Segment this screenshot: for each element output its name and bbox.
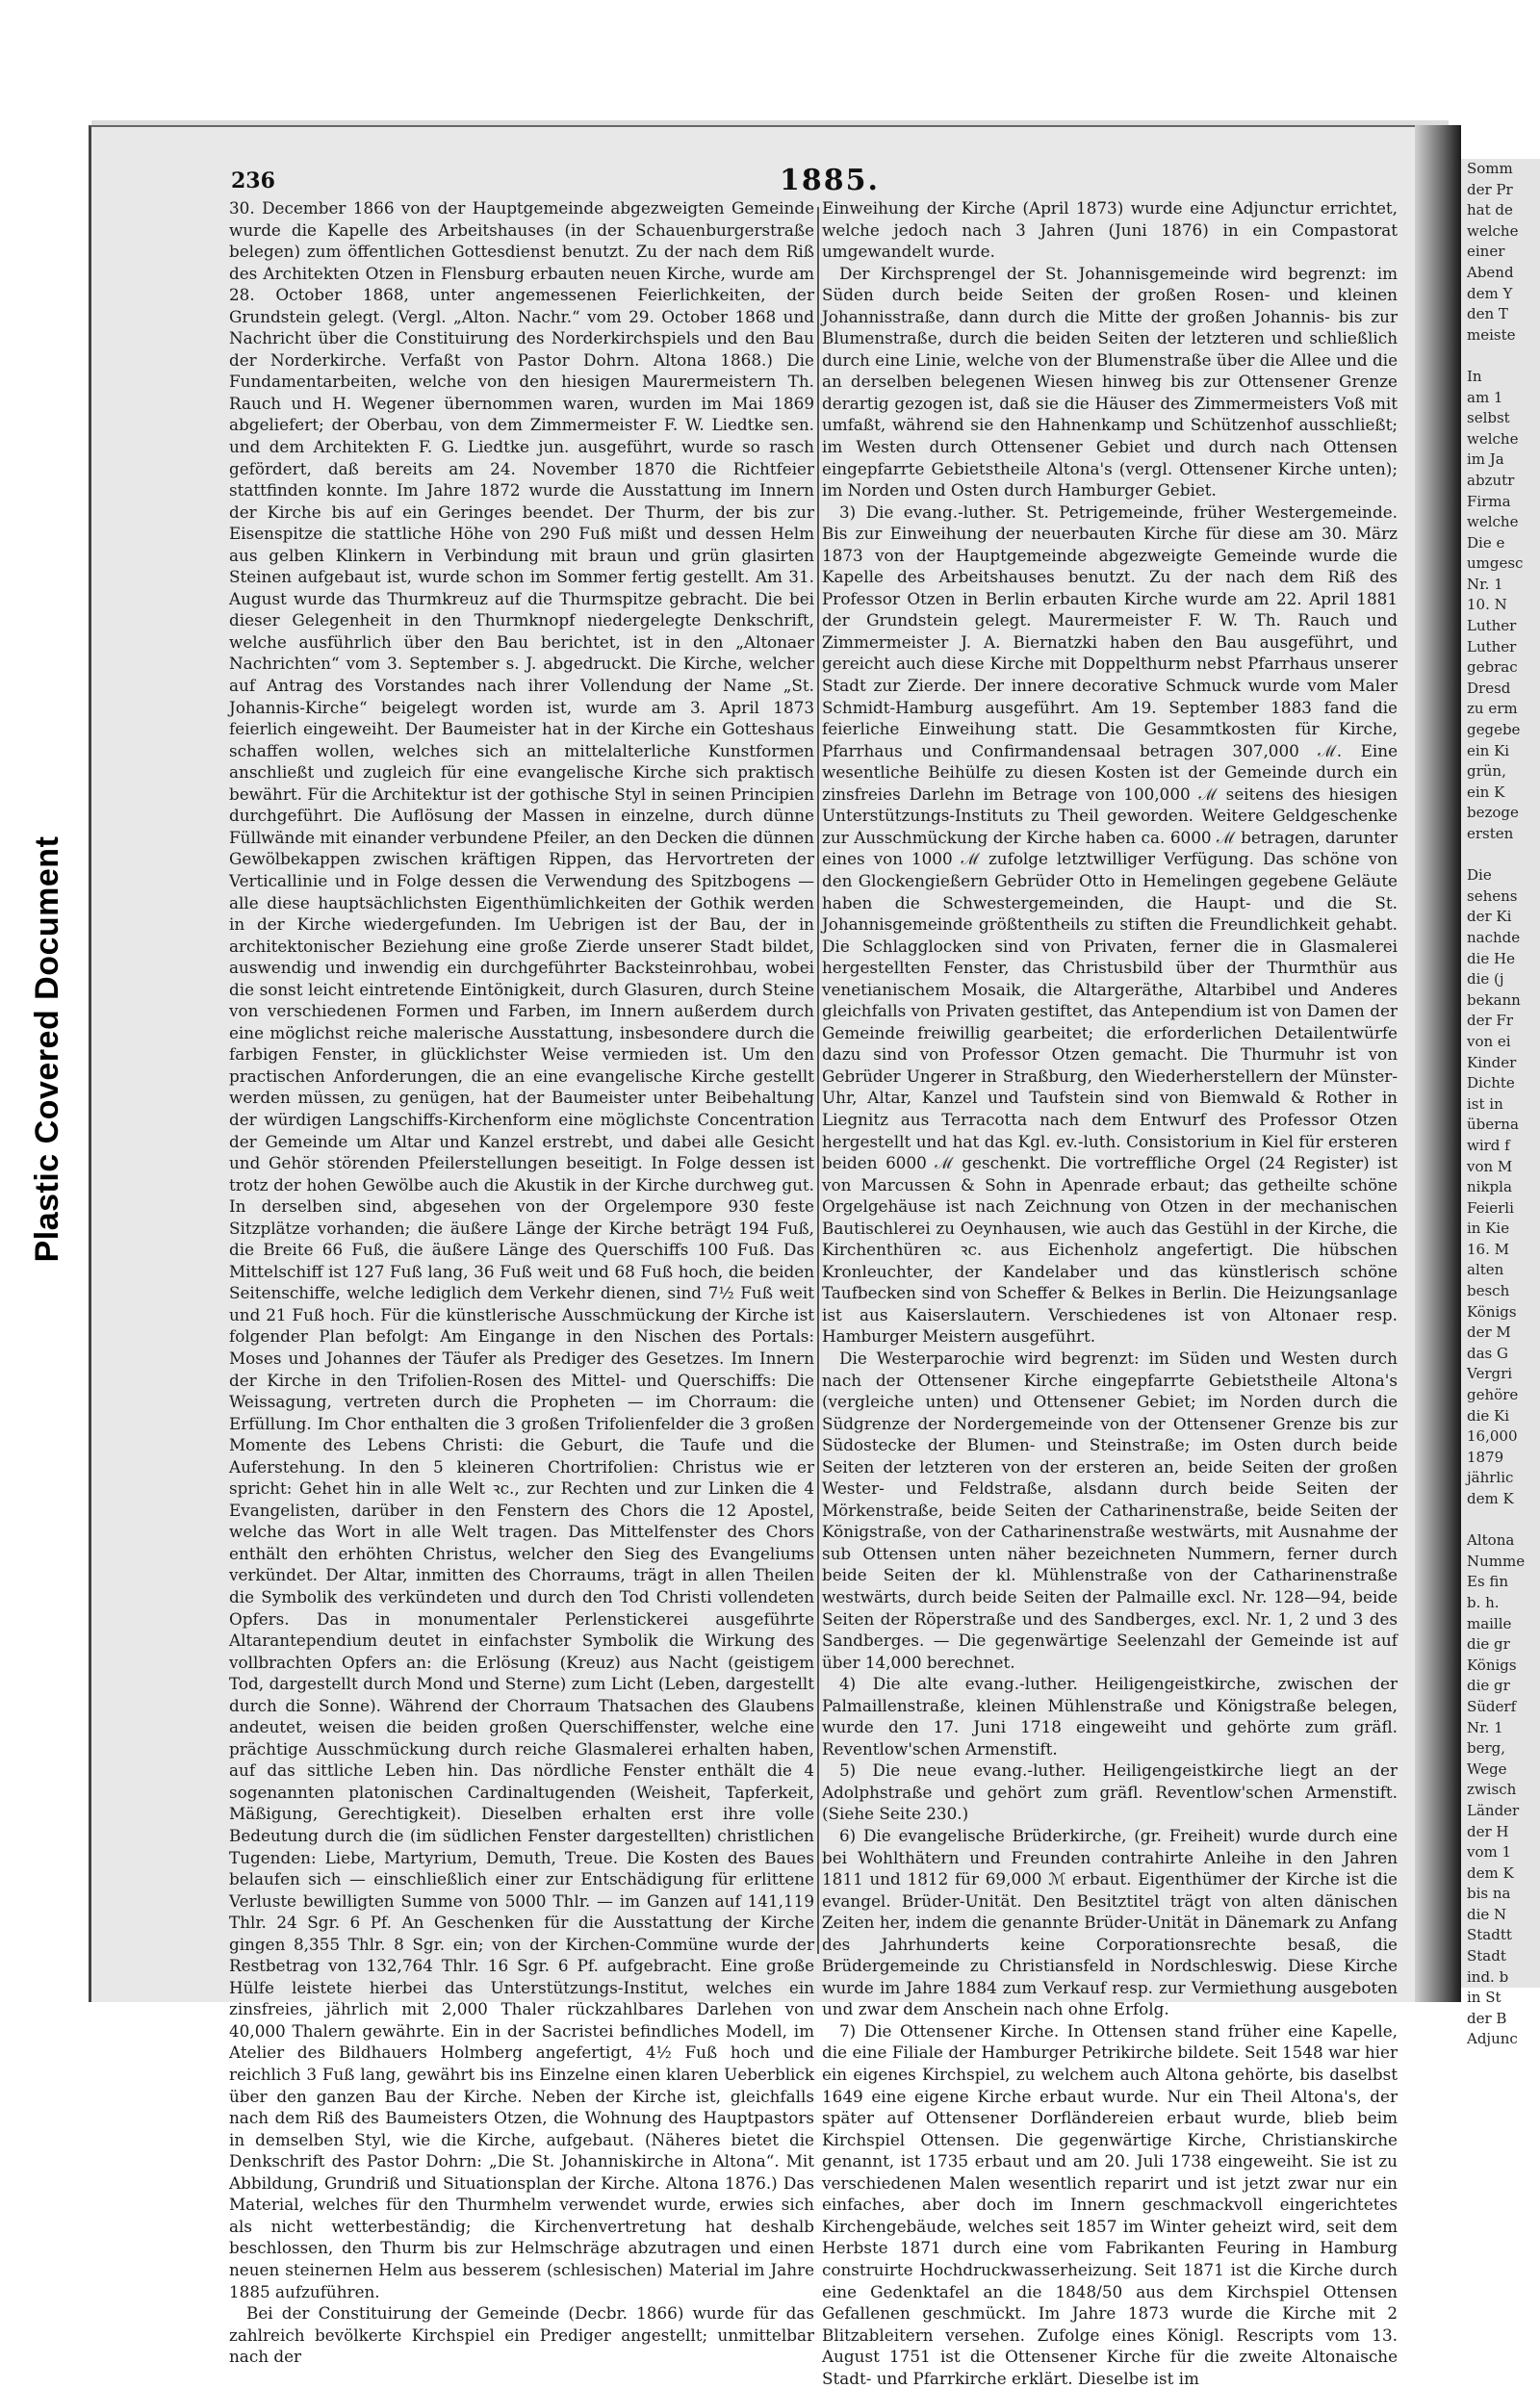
next-page-line: alten xyxy=(1467,1261,1504,1279)
next-page-line: vom 1 xyxy=(1467,1843,1512,1862)
next-page-line: den T xyxy=(1467,305,1508,323)
next-page-line xyxy=(1461,1510,1540,1531)
next-page-line: Luther xyxy=(1467,617,1517,635)
next-page-line: Süderf xyxy=(1467,1697,1517,1715)
next-page-line: welche xyxy=(1467,513,1519,531)
next-page-line: selbst xyxy=(1467,409,1510,427)
next-page-line: Feierli xyxy=(1467,1198,1514,1217)
next-page-line: Länder xyxy=(1467,1801,1520,1819)
next-page-line: meiste xyxy=(1467,325,1516,344)
next-page-line: zu erm xyxy=(1467,700,1518,718)
next-page-line: überna xyxy=(1467,1116,1519,1134)
next-page-line: Es fin xyxy=(1467,1573,1509,1591)
next-page-line: Königs xyxy=(1467,1302,1517,1321)
next-page-line: einer xyxy=(1467,243,1505,261)
next-page-line: die gr xyxy=(1467,1677,1510,1695)
paragraph: Einweihung der Kirche (April 1873) wurde eine Adjunctur errichtet, welche jedoch nach 3 Jahren (Juni 1876) in ein Compastorat umgewandelt wurde. xyxy=(822,198,1398,262)
paragraph: 5) Die neue evang.-luther. Heiligengeistkirche liegt an der Adolphstraße und gehört zum gräfl. Reventlow'schen Armenstift. (Siehe Seite 230.) xyxy=(822,1760,1398,1824)
next-page-line: welche xyxy=(1467,429,1519,448)
next-page-line: Die e xyxy=(1467,533,1505,552)
paragraph: 4) Die alte evang.-luther. Heiligengeistkirche, zwischen der Palmaillenstraße, kleinen Mühlenstraße und Königstraße belegen, wurde den 17. Juni 1718 eingeweiht und gehörte zum gräfl. Reventlow'schen Armenstift. xyxy=(822,1674,1398,1759)
next-page-line: ein Ki xyxy=(1467,741,1510,759)
next-page-line: Königs xyxy=(1467,1656,1517,1674)
next-page-line: Stadt xyxy=(1467,1947,1506,1965)
next-page-line: nikpla xyxy=(1467,1178,1512,1196)
next-page-line: Luther xyxy=(1467,637,1517,655)
next-page-line xyxy=(1461,346,1540,367)
next-page-line: 16. M xyxy=(1467,1240,1509,1258)
next-page-line: zwisch xyxy=(1467,1781,1517,1799)
next-page-line: sehens xyxy=(1467,886,1518,905)
next-page-line: die gr xyxy=(1467,1635,1510,1654)
next-page-line: die N xyxy=(1467,1905,1507,1923)
next-page-line: wird f xyxy=(1467,1136,1510,1154)
next-page-line: dem K xyxy=(1467,1863,1514,1882)
next-page-line: Vergri xyxy=(1467,1365,1513,1383)
paragraph: Die Westerparochie wird begrenzt: im Süden und Westen durch nach der Ottensener Kirche eingepfarrte Gebietstheile Altona's (vergleiche unten) und Ottensener Gebiet; im Norden durch die Südgrenze der Nordergemeinde von der Ottensener Grenze bis zur Südostecke der Blumen- und Steinstraße; im Osten durch beide Seiten der letzteren von der ersteren an, beide Seiten der großen Wester- und Feldstraße, alsdann durch beide Seiten der Mörkenstraße, beide Seiten der Catharinenstraße, beide Seiten der Königstraße, von der Catharinenstraße westwärts, mit Ausnahme der sub Ottensen unten näher bezeichneten Nummern, ferner durch beide Seiten der kl. Mühlenstraße von der Catharinenstraße westwärts, durch beide Seiten der Palmaille excl. Nr. 128—94, beide Seiten der Röperstraße und des Sandberges, excl. Nr. 1, 2 und 3 des Sandberges. — Die gegenwärtige Seelenzahl der Gemeinde ist auf über 14,000 berechnet. xyxy=(822,1348,1398,1672)
page-gutter-shadow xyxy=(1415,125,1461,2002)
column-divider xyxy=(817,207,819,1954)
next-page-line: der Pr xyxy=(1467,180,1513,198)
next-page-line: von ei xyxy=(1467,1032,1511,1050)
next-page-line: 16,000 xyxy=(1467,1427,1518,1446)
next-page-line: Adjunc xyxy=(1467,2030,1518,2048)
paragraph: Bei der Constituirung der Gemeinde (Decbr. 1866) wurde für das zahlreich bevölkerte Kirchspiel ein Prediger angestellt; unmittelbar nach der xyxy=(229,2303,814,2367)
next-page-line: Die xyxy=(1467,866,1492,885)
next-page-line: Dichte xyxy=(1467,1074,1515,1092)
next-page-line: ist in xyxy=(1467,1094,1503,1113)
next-page-line: nachde xyxy=(1467,928,1521,946)
next-page-line: gebrac xyxy=(1467,658,1518,677)
next-page-line: bezoge xyxy=(1467,804,1519,822)
next-page-line: abzutr xyxy=(1467,471,1515,489)
next-page-line: die (j xyxy=(1467,970,1504,989)
next-page-line: Dresd xyxy=(1467,679,1511,697)
next-page-line: der Ki xyxy=(1467,908,1512,926)
next-page-line: jährlic xyxy=(1467,1469,1514,1487)
next-page-line: von M xyxy=(1467,1157,1513,1175)
next-page-line: ersten xyxy=(1467,825,1514,842)
next-page-line: Somm xyxy=(1467,160,1513,177)
next-page-line: Wege xyxy=(1467,1760,1507,1778)
paragraph: Der Kirchsprengel der St. Johannisgemeinde wird begrenzt: im Süden durch beide Seiten der großen Rosen- und kleinen Johannisstraße, dann durch die Mitte der großen Johannis- bis zur Blumenstraße, durch die beiden Seiten der letzteren und schließlich durch eine Linie, welche von der Blumenstraße über die Allee und die an derselben belegenen Wiesen hinweg bis zur Ottensener Grenze derartig gezogen ist, daß sie die Häuser des Zimmermeisters Voß mit umfaßt, während sie den Hahnenkamp und Schützenhof ausschließt; im Westen durch Ottensener Gebiet und durch nach Ottensen eingepfarrte Gebietstheile Altona's (vergl. Ottensener Kirche unten); im Norden und Osten durch Hamburger Gebiet. xyxy=(822,263,1398,501)
next-page-line: ind. b xyxy=(1467,1967,1509,1986)
next-page-line: Firma xyxy=(1467,492,1511,510)
next-page-line: hat de xyxy=(1467,201,1513,219)
paragraph: 30. December 1866 von der Hauptgemeinde abgezweigten Gemeinde wurde die Kapelle des Arbeitshauses (in der Schauenburgerstraße belegen) zum öffentlichen Gottesdienst benutzt. Zu der nach dem Riß des Architekten Otzen in Flensburg erbauten neuen Kirche, wurde am 28. October 1868, unter angemessenen Feierlichkeiten, der Grundstein gelegt. (Vergl. „Alton. Nachr.“ vom 29. October 1868 und Nachricht über die Constituirung des Norderkirchspiels und den Bau der Norderkirche. Verfaßt von Pastor Dohrn. Altona 1868.) Die Fundamentarbeiten, welche von den hiesigen Maurermeistern Th. Rauch und H. Wegener übernommen waren, wurden im Mai 1869 abgeliefert; der Oberbau, von dem Zimmermeister F. W. Liedtke sen. und dem Architekten F. G. Liedtke jun. ausgeführt, wurde so rasch gefördert, daß bereits am 24. November 1870 die Richtfeier stattfinden konnte. Im Jahre 1872 wurde die Ausstattung im Innern der Kirche bis auf ein Geringes beendet. Der Thurm, der bis zur Eisenspitze die stattliche Höhe von 290 Fuß mißt und dessen Helm aus gelben Klinkern in Verbindung mit braun und grün glasirten Steinen aufgebaut ist, wurde schon im Sommer fertig gestellt. Am 31. August wurde das Thurmkreuz auf die Thurmspitze gebracht. Die bei dieser Gelegenheit in den Thurmknopf niedergelegte Denkschrift, welche ausführlich über den Bau berichtet, ist in den „Altonaer Nachrichten“ vom 3. September s. J. abgedruckt. Die Kirche, welcher auf Antrag des Vorstandes nach ihrer Vollendung der Name „St. Johannis-Kirche“ beigelegt worden ist, wurde am 3. April 1873 feierlich eingeweiht. Der Baumeister hat in der Kirche ein Gotteshaus schaffen wollen, welches sich an mittelalterliche Kunstformen anschließt und zugleich für eine evangelische Kirche sich praktisch bewährt. Für die Architektur ist der gothische Styl in seinen Principien durchgeführt. Die Auflösung der Massen in einzelne, durch dünne Füllwände mit einander verbundene Pfeiler, an den Decken die dünnen Gewölbekappen zwischen kräftigen Rippen, das Hervortreten der Verticallinie und in Folge dessen die Verwendung des Spitzbogens — alle diese hauptsächlichsten Eigenthümlichkeiten der Gothik werden in der Kirche wiedergefunden. Im Uebrigen ist der Bau, der in architektonischer Beziehung eine große Zierde unserer Stadt bildet, auswendig und inwendig ein durchgeführter Backsteinrohbau, wobei die sonst leicht eintretende Eintönigkeit, durch Glasuren, durch Steine von verschiedenen Formen und Farben, im Innern außerdem durch eine möglichst reiche malerische Ausstattung, insbesondere durch die farbigen Fenster, in glücklichster Weise vermieden ist. Um den practischen Anforderungen, die an eine evangelische Kirche gestellt werden müssen, zu genügen, hat der Baumeister unter Beibehaltung der würdigen Langschiffs-Kirchenform eine möglichste Concentration der Gemeinde um Altar und Kanzel erstrebt, und dabei alle Gesicht und Gehör störenden Pfeilerstellungen beseitigt. In Folge dessen ist trotz der hohen Gewölbe auch die Akustik in der Kirche durchweg gut. In derselben sind, abgesehen von der Orgelempore 930 feste Sitzplätze vorhanden; die äußere Länge der Kirche beträgt 194 Fuß, die Breite 66 Fuß, die äußere Länge des Querschiffs 100 Fuß. Das Mittelschiff ist 127 Fuß lang, 36 Fuß weit und 68 Fuß hoch, die beiden Seitenschiffe, welche lediglich dem Verkehr dienen, sind 7½ Fuß weit und 21 Fuß hoch. Für die künstlerische Ausschmückung der Kirche ist folgender Plan befolgt: Am Eingange in den Nischen des Portals: Moses und Johannes der Täufer als Prediger des Gesetzes. Im Innern der Kirche in den Trifolien-Rosen des Mittel- und Querschiffs: Die Weissagung, vertreten durch die Propheten — im Chorraum: die Erfüllung. Im Chor enthalten die 3 großen Trifolienfelder die 3 großen Momente des Lebens Christi: die Geburt, die Taufe und die Auferstehung. In den 5 kleineren Chortrifolien: Christus wie er spricht: Gehet hin in alle Welt ꝛc., zur Rechten und zur Linken die 4 Evangelisten, darüber in den Fenstern des Chors die 12 Apostel, welche das Wort in alle Welt tragen. Das Mittelfenster des Chors enthält den erhöhten Christus, welcher den Sieg des Evangeliums verkündet. Der Altar, inmitten des Chorraums, trägt in allen Theilen die Symbolik des verkündeten und durch den Tod Christi vollendeten Opfers. Das in monumentaler Perlenstickerei ausgeführte Altarantependium deutet in einfachster Symbolik die Wirkung des vollbrachten Opfers an: die Erlösung (Kreuz) aus Nacht (geistigem Tod, dargestellt durch Mond und Sterne) zum Licht (Leben, dargestellt durch die Sonne). Während der Chorraum Thatsachen des Glaubens andeutet, weisen die beiden großen Querschiffenster, welche eine prächtige Ausschmückung durch reiche Glasmalerei erhalten haben, auf das sittliche Leben hin. Das nördliche Fenster enthält die 4 sogenannten platonischen Cardinaltugenden (Weisheit, Tapferkeit, Mäßigung, Gerechtigkeit). Dieselben erhalten erst ihre volle Bedeutung durch die (im südlichen Fenster dargestellten) christlichen Tugenden: Liebe, Martyrium, Demuth, Treue. Die Kosten des Baues belaufen sich — einschließlich einer zur Entschädigung für erlittene Verluste bewilligten Summe von 5000 Thlr. — im Ganzen auf 141,119 Thlr. 24 Sgr. 6 Pf. An Geschenken für die Ausstattung der Kirche gingen 8,355 Thlr. 8 Sgr. ein; von der Kirchen-Commüne wurde der Restbetrag von 132,764 Thlr. 16 Sgr. 6 Pf. aufgebracht. Eine große Hülfe leistete hierbei das Unterstützungs-Institut, welches ein zinsfreies, jährlich mit 2,000 Thaler rückzahlbares Darlehen von 40,000 Thalern gewährte. Ein in der Sacristei befindliches Modell, im Atelier des Bildhauers Holmberg angefertigt, 4½ Fuß hoch und reichlich 3 Fuß lang, gewährt bis ins Einzelne einen klaren Ueberblick über den ganzen Bau der Kirche. Neben der Kirche ist, gleichfalls nach dem Riß des Baumeisters Otzen, die Wohnung des Hauptpastors in demselben Styl, wie die Kirche, aufgebaut. (Näheres bietet die Denkschrift des Pastor Dohrn: „Die St. Johanniskirche in Altona“. Mit Abbildung, Grundriß und Situationsplan der Kirche. Altona 1876.) Das Material, welches für den Thurmhelm verwendet wurde, erwies sich als nicht wetterbeständig; die Kirchenvertretung hat deshalb beschlossen, den Thurm bis zur Helmschräge abzutragen und einen neuen steinernen Helm aus besserem (schlesischen) Material im Jahre 1885 aufzuführen. xyxy=(229,198,814,2301)
next-page-line: gegebe xyxy=(1467,721,1521,739)
next-page-line: b. h. xyxy=(1467,1593,1500,1611)
next-page-line: Abend xyxy=(1467,263,1514,281)
overlay-label-text: Plastic Covered Document xyxy=(29,835,65,1263)
paragraph: 7) Die Ottensener Kirche. In Ottensen stand früher eine Kapelle, die eine Filiale der Hamburger Petrikirche bildete. Seit 1548 war hier ein eigenes Kirchspiel, zu welchem auch Altona gehörte, bis daselbst 1649 eine eigene Kirche erbaut wurde. Nur ein Theil Altona's, der später auf Ottensener Dorfländereien erbaut wurde, blieb beim Kirchspiel Ottensen. Die gegenwärtige Kirche, Christianskirche genannt, ist 1735 erbaut und am 20. Juli 1738 eingeweiht. Sie ist zu verschiedenen Malen wesentlich reparirt und ist jetzt zwar nur ein einfaches, aber doch im Innern geschmackvoll eingerichtetes Kirchengebäude, welches seit 1857 im Winter geheizt wird, seit dem Herbste 1871 durch eine vom Fabrikanten Feuring in Hamburg construirte Hochdruckwasserheizung. Seit 1871 ist die Kirche durch eine Gedenktafel an die 1848/50 aus dem Kirchspiel Ottensen Gefallenen geschmückt. Im Jahre 1873 wurde die Kirche mit 2 Blitzableitern versehen. Zufolge eines Königl. Rescripts vom 13. August 1751 ist die Ottensener Kirche für die zweite Altonaische Stadt- und Pfarrkirche erklärt. Dieselbe ist im xyxy=(822,2020,1398,2388)
next-page-line: berg, xyxy=(1467,1739,1506,1758)
next-page-line xyxy=(1461,845,1540,866)
next-page-line: in Kie xyxy=(1467,1220,1510,1238)
next-page-line: der B xyxy=(1467,2009,1507,2027)
next-page-line: Nr. 1 xyxy=(1467,1718,1503,1736)
text-column-left xyxy=(229,197,814,2367)
next-page-line: der Fr xyxy=(1467,1012,1513,1030)
next-page-line: bekann xyxy=(1467,990,1521,1009)
next-page-line: am 1 xyxy=(1467,388,1503,406)
next-page-line: Nr. 1 xyxy=(1467,575,1503,593)
next-page-line: dem Y xyxy=(1467,284,1513,302)
next-page-edge xyxy=(1461,159,1540,2048)
next-page-line: gehöre xyxy=(1467,1386,1519,1404)
next-page-line: in St xyxy=(1467,1989,1502,2007)
next-page-line: Stadtt xyxy=(1467,1926,1512,1944)
next-page-line: dem K xyxy=(1467,1490,1514,1507)
next-page-line: 10. N xyxy=(1467,596,1507,614)
next-page-line: grün, xyxy=(1467,762,1506,781)
next-page-line: umgesc xyxy=(1467,554,1524,573)
next-page-line: 1879 xyxy=(1467,1448,1504,1466)
next-page-line: das G xyxy=(1467,1344,1508,1362)
paragraph: 6) Die evangelische Brüderkirche, (gr. Freiheit) wurde durch eine bei Wohlthätern und Freunden contrahirte Anleihe in den Jahren 1811 und 1812 für 69,000 ℳ erbaut. Eigenthümer der Kirche ist die evangel. Brüder-Unität. Den Besitztitel trägt von alten dänischen Zeiten her, indem die genannte Brüder-Unität in Dänemark zu Anfang des Jahrhunderts keine Corporationsrechte besaß, die Brüdergemeinde zu Christiansfeld in Nordschleswig. Diese Kirche wurde im Jahre 1884 zum Verkauf resp. zur Vermiethung ausgeboten und zwar dem Anschein nach ohne Erfolg. xyxy=(822,1826,1398,2019)
next-page-line: die Ki xyxy=(1467,1406,1510,1425)
next-page-line: der M xyxy=(1467,1323,1511,1342)
next-page-line: Numme xyxy=(1467,1552,1526,1570)
next-page-line: der H xyxy=(1467,1822,1509,1840)
next-page-line: im Ja xyxy=(1467,450,1504,469)
next-page-line: maille xyxy=(1467,1614,1512,1632)
overlay-label xyxy=(10,835,67,1263)
next-page-line: Kinder xyxy=(1467,1053,1517,1071)
next-page-line: besch xyxy=(1467,1282,1510,1300)
next-page-line: welche xyxy=(1467,221,1519,240)
next-page-line: ein K xyxy=(1467,783,1505,801)
paragraph: 3) Die evang.-luther. St. Petrigemeinde, früher Westergemeinde. Bis zur Einweihung der neuerbauten Kirche für diese am 30. März 1873 von der Hauptgemeinde abgezweigte Gemeinde wurde die Kapelle des Arbeitshauses benutzt. Zu der nach dem Riß des Professor Otzen in Berlin erbauten Kirche wurde am 22. April 1881 der Grundstein gelegt. Maurermeister F. W. Th. Rauch und Zimmermeister J. A. Biernatzki haben den Bau ausgeführt, und gereicht auch diese Kirche mit Doppelthurm nebst Pfarrhaus unserer Stadt zur Zierde. Der innere decorative Schmuck wurde vom Maler Schmidt-Hamburg ausgeführt. Am 19. September 1883 fand die feierliche Einweihung statt. Die Gesammtkosten für Kirche, Pfarrhaus und Confirmandensaal betragen 307,000 ℳ. Eine wesentliche Beihülfe zu diesen Kosten ist der Gemeinde durch ein zinsfreies Darlehn im Betrage von 100,000 ℳ seitens des hiesigen Unterstützungs-Instituts zu Theil geworden. Weitere Geldgeschenke zur Ausschmückung der Kirche haben ca. 6000 ℳ betragen, darunter eines von 1000 ℳ zufolge letztwilliger Verfügung. Das schöne von den Glockengießern Gebrüder Otto in Hemelingen gegebene Geläute haben die Schwestergemeinden, die Haupt- und die St. Johannisgemeinde größtentheils zu stiften die Freundlichkeit gehabt. Die Schlagglocken sind von Privaten, ferner die in Glasmalerei hergestellten Fenster, das Christusbild über der Thurmthür aus venetianischem Mosaik, die Altargeräthe, Altarbibel und Anderes gleichfalls von Privaten gestiftet, das Antependium ist von Damen der Gemeinde freiwillig gearbeitet; die erforderlichen Detailentwürfe dazu sind von Professor Otzen gemacht. Die Thurmuhr ist von Gebrüder Ungerer in Straßburg, den Wiederherstellern der Münster-Uhr, Altar, Kanzel und Taufstein sind von Biemwald & Rother in Liegnitz aus Terracotta nach dem Entwurf des Professor Otzen hergestellt und hat das Kgl. ev.-luth. Consistorium in Kiel für ersteren beiden 6000 ℳ geschenkt. Die vortreffliche Orgel (24 Register) ist von Marcussen & Sohn in Apenrade erbaut; das getheilte schöne Orgelgehäuse ist nach Zeichnung von Otzen in der mechanischen Bautischlerei zu Oeynhausen, wie auch das Gestühl in der Kirche, die Kirchenthüren ꝛc. aus Eichenholz angefertigt. Die hübschen Kronleuchter, der Kandelaber und das künstlerisch schöne Taufbecken sind von Scheffer & Belkes in Berlin. Die Heizungsanlage ist aus Kaiserslautern. Verschiedenes ist von Altonaer resp. Hamburger Meistern ausgeführt. xyxy=(822,501,1398,1347)
running-head: 1885. xyxy=(780,164,880,197)
next-page-line: Altona xyxy=(1467,1531,1515,1550)
text-column-right xyxy=(822,197,1398,2388)
next-page-line: die He xyxy=(1467,949,1516,967)
next-page-line: In xyxy=(1467,367,1482,385)
page-number: 236 xyxy=(231,168,275,193)
next-page-line: bis na xyxy=(1467,1885,1511,1903)
